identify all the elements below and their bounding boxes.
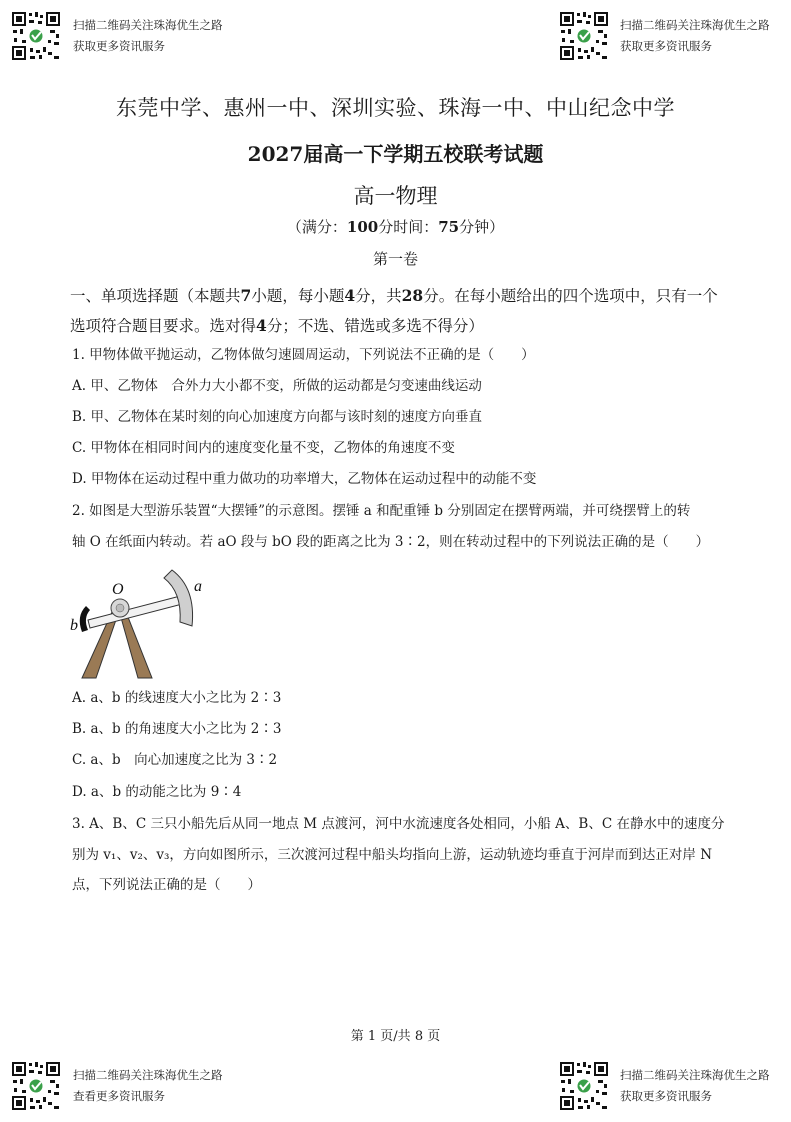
- sec-text: 一、单项选择题（本题共: [70, 287, 241, 305]
- sec-num: 28: [401, 286, 424, 305]
- q1-option-d: D. 甲物体在运动过程中重力做功的功率增大，乙物体在运动过程中的动能不变: [72, 471, 537, 487]
- exam-schools: 东莞中学、惠州一中、深圳实验、珠海一中、中山纪念中学: [116, 96, 675, 120]
- q2-option-b: B. a、b 的角速度大小之比为 2∶3: [72, 721, 282, 737]
- qr-caption-top-left: [73, 15, 223, 57]
- volume-label: 第一卷: [372, 250, 418, 268]
- exam-title: [0, 138, 791, 167]
- qr-caption-line2: 获取更多资讯服务: [73, 39, 165, 53]
- q1-option-a: A. 甲、乙物体 合外力大小都不变，所做的运动都是匀变速曲线运动: [72, 378, 482, 394]
- q2-option-c: C. a、b 向心加速度之比为 3∶2: [72, 752, 278, 768]
- sec-text: 小题，每小题: [251, 287, 345, 305]
- score-mid: 分时间：: [378, 218, 439, 236]
- exam-title-text: 届高一下学期五校联考试题: [303, 142, 544, 166]
- q3-stem-line2: 别为 v₁、v₂、v₃，方向如图所示，三次渡河过程中船头均指向上游，运动轨迹均垂直于河岸而到达正对岸 N: [72, 847, 713, 863]
- sec-num: 4: [256, 316, 267, 335]
- q2-option-d: D. a、b 的动能之比为 9∶4: [72, 784, 242, 800]
- section-instructions: [70, 281, 730, 341]
- qr-code-top-left: [10, 10, 62, 62]
- q1-stem: 1. 甲物体做平抛运动，乙物体做匀速圆周运动，下列说法不正确的是（ ）: [72, 347, 535, 363]
- exam-year: 2027: [247, 142, 304, 166]
- sec-text: 分，共: [355, 287, 402, 305]
- sec-num: 7: [240, 286, 252, 305]
- sec-text: 分；不选、错选或多选不得分）: [266, 317, 484, 335]
- score-value: 100: [346, 218, 379, 236]
- pendulum-figure: [68, 560, 218, 682]
- q3-stem-line1: 3. A、B、C 三只小船先后从同一地点 M 点渡河，河中水流速度各处相同，小船 A、B、C 在静水中的速度分: [72, 816, 725, 832]
- exam-score-time: [0, 216, 791, 237]
- time-value: 75: [438, 218, 460, 236]
- label-o: O: [112, 581, 124, 598]
- sec-num: 4: [344, 286, 356, 305]
- time-suffix: 分钟）: [459, 218, 505, 236]
- qr-caption-bottom-right: [620, 1065, 770, 1107]
- qr-caption-bottom-left: [73, 1065, 223, 1107]
- qr-caption-line1: 扫描二维码关注珠海优生之路: [73, 18, 223, 32]
- q1-option-b: B. 甲、乙物体在某时刻的向心加速度方向都与该时刻的速度方向垂直: [72, 409, 483, 425]
- qr-caption-line1: 扫描二维码关注珠海优生之路: [73, 1068, 223, 1082]
- qr-caption-line1: 扫描二维码关注珠海优生之路: [620, 18, 770, 32]
- label-b: b: [70, 617, 78, 634]
- q2-stem-line2: 轴 O 在纸面内转动。若 aO 段与 bO 段的距离之比为 3∶2，则在转动过程中的下列说法正确的是（ ）: [72, 534, 710, 550]
- q2-stem-line1: 2. 如图是大型游乐装置“大摆锤”的示意图。摆锤 a 和配重锤 b 分别固定在摆臂两端，并可绕摆臂上的转: [72, 503, 691, 519]
- q1-option-c: C. 甲物体在相同时间内的速度变化量不变，乙物体的角速度不变: [72, 440, 455, 456]
- qr-caption-line2: 获取更多资讯服务: [620, 39, 712, 53]
- qr-caption-line2: 获取更多资讯服务: [620, 1089, 712, 1103]
- q2-option-a: A. a、b 的线速度大小之比为 2∶3: [72, 690, 282, 706]
- label-a: a: [194, 578, 202, 595]
- score-prefix: （满分：: [286, 218, 347, 236]
- qr-caption-top-right: [620, 15, 770, 57]
- qr-code-bottom-right: [558, 1060, 610, 1112]
- qr-caption-line2: 查看更多资讯服务: [73, 1089, 165, 1103]
- sec-text: 分。在每小题给出的四个选项中，只有一个选项符合题目要求。选对得: [70, 287, 718, 335]
- page-number: 第 1 页/共 8 页: [350, 1029, 441, 1044]
- exam-subject: 高一物理: [353, 184, 438, 208]
- qr-code-top-right: [558, 10, 610, 62]
- qr-caption-line1: 扫描二维码关注珠海优生之路: [620, 1068, 770, 1082]
- qr-code-bottom-left: [10, 1060, 62, 1112]
- q3-stem-line3: 点，下列说法正确的是（ ）: [72, 877, 261, 893]
